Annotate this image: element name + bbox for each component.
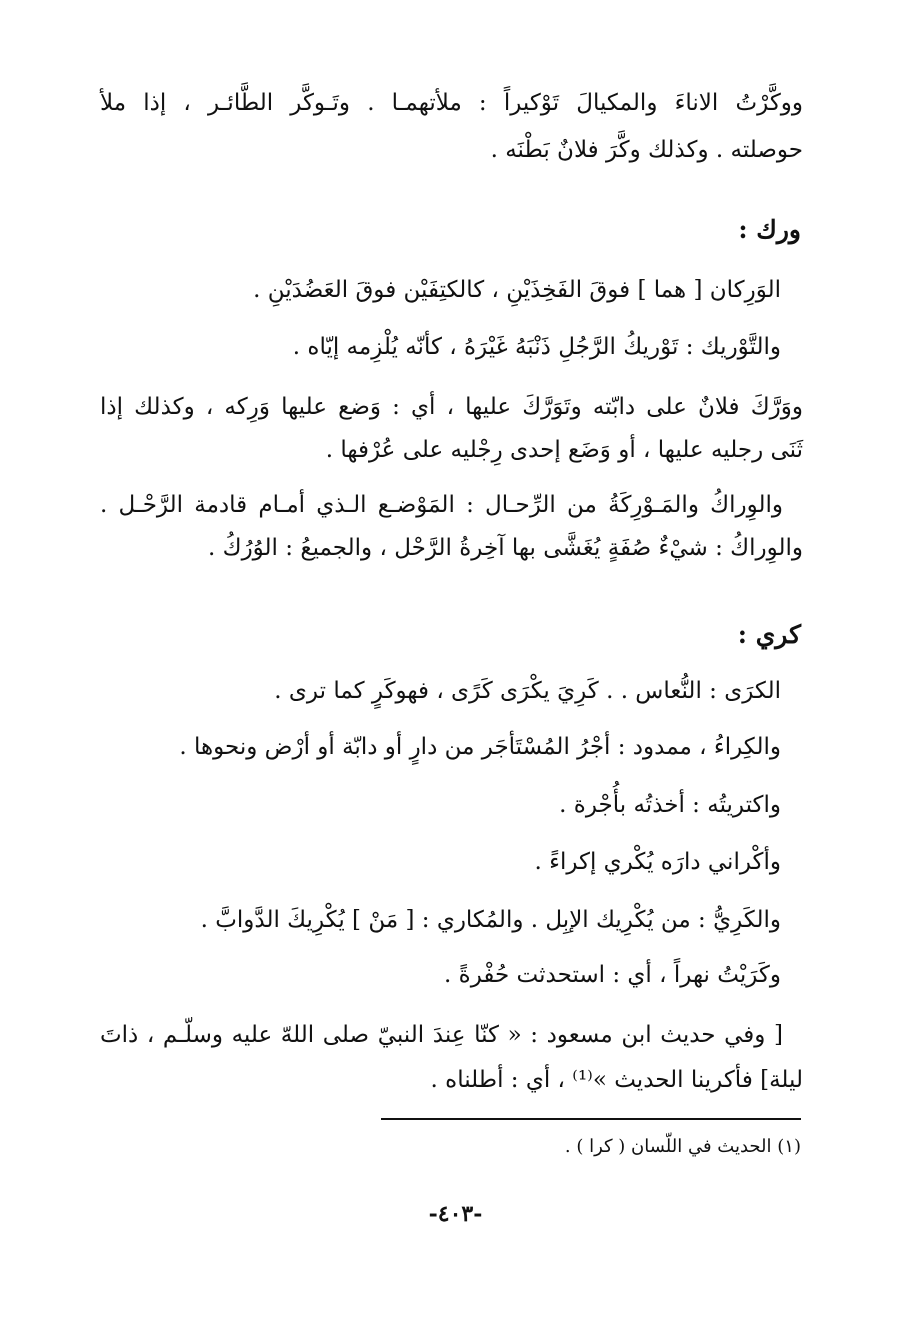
footnote-separator [381,1118,801,1120]
entry-line: ثَنَى رجليه عليها ، أو وَضَع إحدى رِجْليه على عُرْفها . [325,437,803,463]
entry-line: ووَرَّكَ فلانٌ على دابّته وتَوَرَّكَ عليها ، أي : وَضع عليها وَرِكه ، وكذلك إذا [100,394,803,420]
section-heading-kry: كري : [737,620,801,649]
intro-line-1: ووكَّرْتُ الاناءَ والمكيالَ تَوْكيراً : ملأتهمـا . وتَـوكَّر الطَّائـر ، إذا ملأ [100,90,803,116]
entry-line: الكرَى : النُّعاس . . كَرِيَ يكْرَى كَرًى ، فهوكَرٍ كما ترى . [274,678,781,704]
entry-line: ليلة] فأكرينا الحديث »⁽¹⁾ ، أي : أطلناه . [430,1067,803,1093]
entry-line: والوِراكُ : شيْءٌ صُفَةٍ يُغَشَّى بها آخِرةُ الرَّحْل ، والجميعُ : الوُرُكُ . [207,535,803,561]
entry-line: [ وفي حديث ابن مسعود : « كنّا عِندَ النبيّ صلى اللهّ عليه وسلّـم ، ذاتَ [100,1022,783,1048]
entry-line: والكَرِيُّ : من يُكْرِيك الإبِل . والمُكاري : [ مَنْ ] يُكْرِيكَ الدَّوابَّ . [200,907,781,933]
entry-line: الوَرِكان [ هما ] فوقَ الفَخِذَيْنِ ، كالكتِفَيْن فوقَ العَضُدَيْنِ . [253,277,781,303]
footnote: (١) الحديث في اللّسان ( كرا ) . [564,1136,801,1157]
entry-line: والتَّوْريك : تَوْريكُ الرَّجُلِ ذَنْبَهُ غَيْرَهُ ، كأنّه يُلْزِمه إيّاه . [292,334,781,360]
entry-line: والوِراكُ والمَـوْرِكَةُ من الرِّحـال : المَوْضـع الـذي أمـام قادمة الرَّحْـل . [100,492,783,518]
entry-line: والكِراءُ ، ممدود : أجْرُ المُسْتَأجَر من دارٍ أو دابّة أو أرْض ونحوها . [179,734,781,760]
page-number: -٤٠٣- [428,1201,483,1227]
section-heading-wrk: ورك : [738,215,801,244]
entry-line: وكَرَيْتُ نهراً ، أي : استحدثت حُفْرةً . [444,962,781,988]
entry-line: وأكْراني دارَه يُكْري إكراءً . [534,849,781,875]
intro-line-2: حوصلته . وكذلك وكَّرَ فلانٌ بَطْنَه . [490,137,803,163]
entry-line: واكتريتُه : أخذتُه بأُجْرة . [559,792,781,818]
